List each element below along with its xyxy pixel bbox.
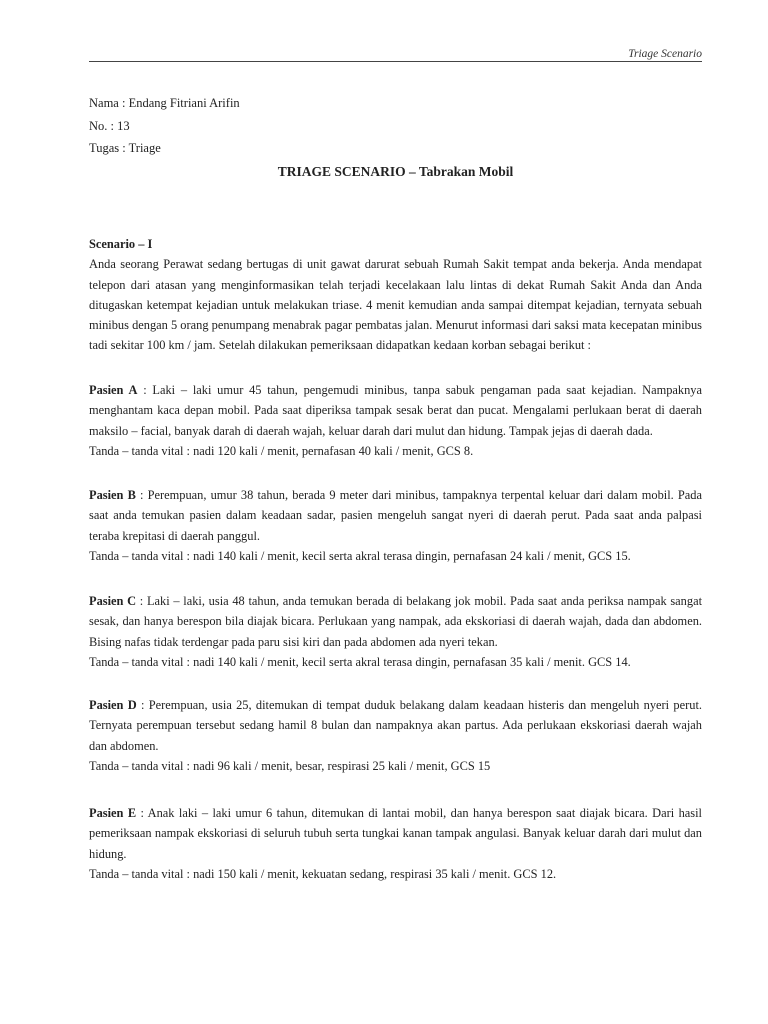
student-number: No. : 13	[89, 119, 130, 133]
patient-label: Pasien A	[89, 383, 138, 397]
patient-description: : Perempuan, usia 25, ditemukan di tempat duduk belakang dalam keadaan histeris dan mengeluh nyeri perut. Ternyata perempuan tersebut sedang hamil 8 bulan dan nampaknya akan partus. Ada perlukaan ekskoriasi daerah wajah dan abdomen.	[89, 698, 702, 753]
scenario-intro: Anda seorang Perawat sedang bertugas di unit gawat darurat sebuah Rumah Sakit tempat anda bekerja. Anda mendapat telepon dari atasan yang menginformasikan telah terjadi kecelakaan lalu lintas di dekat Rumah Sakit Anda dan Anda ditugaskan ketempat kejadian untuk melakukan triase. 4 menit kemudian anda sampai ditempat kejadian, ternyata sebuah minibus dengan 5 orang penumpang menabrak pagar pembatas jalan. Menurut informasi dari saksi mata kecepatan minibus tadi sekitar 100 km / jam. Setelah dilakukan pemeriksaan didapatkan kedaan korban sebagai berikut :	[89, 257, 702, 353]
header-rule	[89, 61, 702, 62]
patient-d	[89, 695, 702, 776]
student-name: Nama : Endang Fitriani Arifin	[89, 96, 240, 110]
patient-vitals: Tanda – tanda vital : nadi 96 kali / menit, besar, respirasi 25 kali / menit, GCS 15	[89, 758, 491, 773]
patient-label: Pasien B	[89, 488, 136, 502]
patient-vitals: Tanda – tanda vital : nadi 150 kali / menit, kekuatan sedang, respirasi 35 kali / menit. GCS 12.	[89, 866, 557, 881]
patient-description: : Perempuan, umur 38 tahun, berada 9 meter dari minibus, tampaknya terpental keluar dari dalam mobil. Pada saat anda temukan pasien dalam keadaan sadar, pasien mengeluh sangat nyeri di daerah perut. Pada saat anda palpasi teraba krepitasi di daerah panggul.	[89, 488, 702, 543]
scenario-section	[89, 234, 702, 356]
patient-description: : Laki – laki, usia 48 tahun, anda temukan berada di belakang jok mobil. Pada saat anda periksa nampak sangat sesak, dan hanya berespon bila diajak bicara. Perlukaan yang nampak, ada ekskoriasi di daerah wajah, dada dan abdomen. Bising nafas tidak terdengar pada paru sisi kiri dan pada abdomen ada nyeri tekan.	[89, 594, 703, 649]
patient-description: : Anak laki – laki umur 6 tahun, ditemukan di lantai mobil, dan hanya berespon saat diajak bicara. Dari hasil pemeriksaan nampak ekskoriasi di seluruh tubuh serta tungkai kanan tampak angulasi. Banyak keluar darah dari mulut dan hidung.	[89, 806, 702, 861]
task-line: Tugas : Triage	[89, 141, 161, 155]
scenario-heading: Scenario – I	[89, 237, 153, 251]
patient-c	[89, 591, 702, 672]
patient-vitals: Tanda – tanda vital : nadi 120 kali / menit, pernafasan 40 kali / menit, GCS 8.	[89, 443, 474, 458]
document-title: TRIAGE SCENARIO – Tabrakan Mobil	[277, 164, 514, 179]
running-header: Triage Scenario	[628, 48, 702, 60]
patient-b	[89, 485, 702, 566]
patient-e	[89, 803, 702, 884]
patient-label: Pasien D	[89, 698, 137, 712]
patient-vitals: Tanda – tanda vital : nadi 140 kali / menit, kecil serta akral terasa dingin, pernafasan 35 kali / menit. GCS 14.	[89, 654, 631, 669]
patient-label: Pasien C	[89, 594, 137, 608]
patient-a	[89, 380, 702, 461]
patient-description: : Laki – laki umur 45 tahun, pengemudi minibus, tanpa sabuk pengaman pada saat kejadian. Nampaknya menghantam kaca depan mobil. Pada saat diperiksa tampak sesak berat dan pucat. Mengalami perlukaan berat di daerah maksilo – facial, banyak darah di daerah wajah, keluar darah dari mulut dan hidung. Tampak jejas di daerah dada.	[89, 383, 702, 438]
patient-label: Pasien E	[89, 806, 137, 820]
patient-vitals: Tanda – tanda vital : nadi 140 kali / menit, kecil serta akral terasa dingin, pernafasan 24 kali / menit, GCS 15.	[89, 548, 631, 563]
